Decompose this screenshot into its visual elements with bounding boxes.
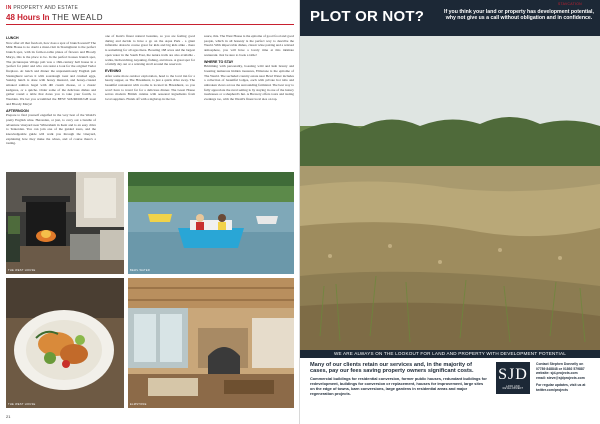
dish-illustration	[6, 278, 124, 408]
paragraph-west-house: sauce, this. The West House is the epitome of good food and good people, which in all honesty is the perfect way to describe the Weald. With impeccable dishes, classic wine pairing and a relaxed atmosphere, you will have a lovely time at this intimate restaurant. Just be sure to book a table!	[204, 34, 295, 57]
section-title	[6, 13, 103, 22]
masthead-brand: IN	[6, 5, 12, 11]
section-title-main: 48 Hours In	[6, 13, 50, 22]
right-page-header: STAVCATION	[558, 2, 582, 6]
heading-afternoon: AFTERNOON	[6, 108, 29, 113]
footer-lead: Many of our clients retain our services and, in the majority of cases, pay our fees saving property owners significant costs.	[310, 362, 474, 375]
promo-title: PLOT OR NOT?	[310, 8, 425, 25]
contact-line-twitter[interactable]: twitter.com/projects	[536, 387, 569, 392]
logo-letters: SJD	[498, 366, 528, 383]
text-column-2	[105, 34, 195, 103]
footer-body: Commercial buildings for residential conversion, former public houses, redundant buildings for redevelopment, buildings for conversion or replacement, houses for improvement, large sites on the edge of towns, barn conversions, large gardens in residential areas and major regeneration projects.	[310, 375, 487, 396]
fireplace-illustration	[6, 172, 124, 274]
logo-tagline: LAND AND DEVELOPMENT	[502, 386, 524, 390]
contact-line-phone[interactable]: 07789 848848 or 01892 579887	[536, 366, 585, 371]
caption-photo-1: THE WEST HOUSE	[8, 269, 36, 272]
photo-meadow-field	[300, 36, 600, 350]
text-column-1	[6, 34, 96, 148]
photo-lodge-interior	[128, 278, 294, 408]
caption-photo-2: BEWL WATER	[130, 269, 151, 272]
paragraph-afternoon: Prepare to find yourself engulfed in the very best of the Weald's pretty English wine. Heronden, or just, to carry out a bundle of adventure vineyard near Wittersham in Kent and is an easy drive to Tenterden. You can join one of the guided tours, and the knowledgeable guide will walk you through the vineyard, explaining how they make the wines, and of course there's a tasting.	[6, 113, 96, 146]
heading-evening: EVENING	[105, 68, 122, 73]
photo-fireplace-interior	[6, 172, 124, 274]
meadow-illustration	[300, 36, 600, 350]
photo-plated-dish	[6, 278, 124, 408]
paragraph-evening: After some more outdoor exploration, head to the local inn for a hearty supper, as The Hawkhurst, is just a quick drive away. The beautiful restaurant with rooms is located in Hawkhurst, so you won't have to travel far for a delicious dinner. The Great House serves modern British cuisine with seasonal ingredients from local suppliers. Finish off with a nightcap in the bar.	[105, 73, 195, 102]
masthead-text: PROPERTY AND ESTATE	[13, 5, 79, 11]
photo-pedalo-boats	[128, 172, 294, 274]
development-banner: WE ARE ALWAYS ON THE LOOKOUT FOR LAND AND PROPERTY WITH DEVELOPMENT POTENTIAL	[300, 350, 600, 358]
caption-photo-4: ELMSTONE	[130, 403, 147, 406]
boats-illustration	[128, 172, 294, 274]
page-number: 21	[6, 414, 11, 419]
paragraph-where-to-stay: Brimming with personality, boasting wild and lush luxury and boasting numerous hidden treasures, Elmstone is the epitome of The Weald. The secluded country estate near Bewl Water includes a collection of beautiful lodges, each with private hot tubs and unbroken views across the surrounding farmland. The best way to fully appreciate the rural setting is by staying in one of the luxury treehouses or a shepherd's hut. A Brewery offers tours and tasting evenings too, with the Weald's finest local ales on tap.	[204, 64, 294, 102]
contact-line-email[interactable]: email: steve@sjdprojects.com	[536, 376, 585, 381]
contact-line-website[interactable]: website: sjd-projects.com	[536, 371, 578, 376]
heading-lunch: LUNCH	[6, 36, 19, 40]
sjd-logo	[496, 362, 530, 394]
contact-line-name: Contact Stephen Donnelly on	[536, 362, 584, 366]
text-column-3	[204, 34, 294, 103]
right-page	[300, 0, 600, 424]
heading-where-to-stay: WHERE TO STAY	[204, 59, 234, 64]
promo-subtitle: If you think your land or property has development potential, why not give us a call without obligation and in confidence.	[444, 9, 594, 22]
paragraph-lunch: Now after all that fresh air, how does a spot of brunch sound? The Milk House is no doubt a must-visit in Sissinghurst is the perfect brunch spot, with its farm-to-table plates of flowers and Bloody Marys, this is the place to be. In the perfect houses brunch spot, The picturesque village pub was a 16th-century hall house in a 'perfect for pints' and who can resist a look for the original Tudor fireplace. At lunch and dinner the unpretentiously English pub Sissinghurst serves it with sourdough toast and crushed eggs, Sunday lunch is done with honey mustard, and honey-crusted smoked salmon bagel with dill cream cheese, or a classic kedgeree, or a quiche. Order some of the delicious dishes and gather round a table that dares you to take your fourth, to Wealden. We bet you scrambled the BEST SOURDOUGH toast and Bloody Marys!	[6, 40, 96, 106]
caption-photo-3: THE WEST HOUSE	[8, 403, 36, 406]
contact-line-updates: For regular updates, visit us at	[536, 382, 586, 387]
lodge-illustration	[128, 278, 294, 408]
paragraph-continued: one of Kent's finest natural beauties, so you are feeling good during and decide to have a go on the Aqua Park - a giant inflatable obstacle course great for kids and big kids alike - there is something for all ages there. Boasting 168 acres and the largest open water in the South East, the nature trails are also available - walks, birdwatching, kayaking, fishing, and more. A great spot for a family day out or a relaxing stroll around the reservoir.	[105, 34, 195, 67]
footer-text-block	[310, 362, 488, 396]
section-title-place: THE WEALD	[51, 13, 103, 22]
header-rule	[6, 24, 294, 25]
masthead	[6, 5, 78, 11]
contact-details	[536, 362, 598, 392]
